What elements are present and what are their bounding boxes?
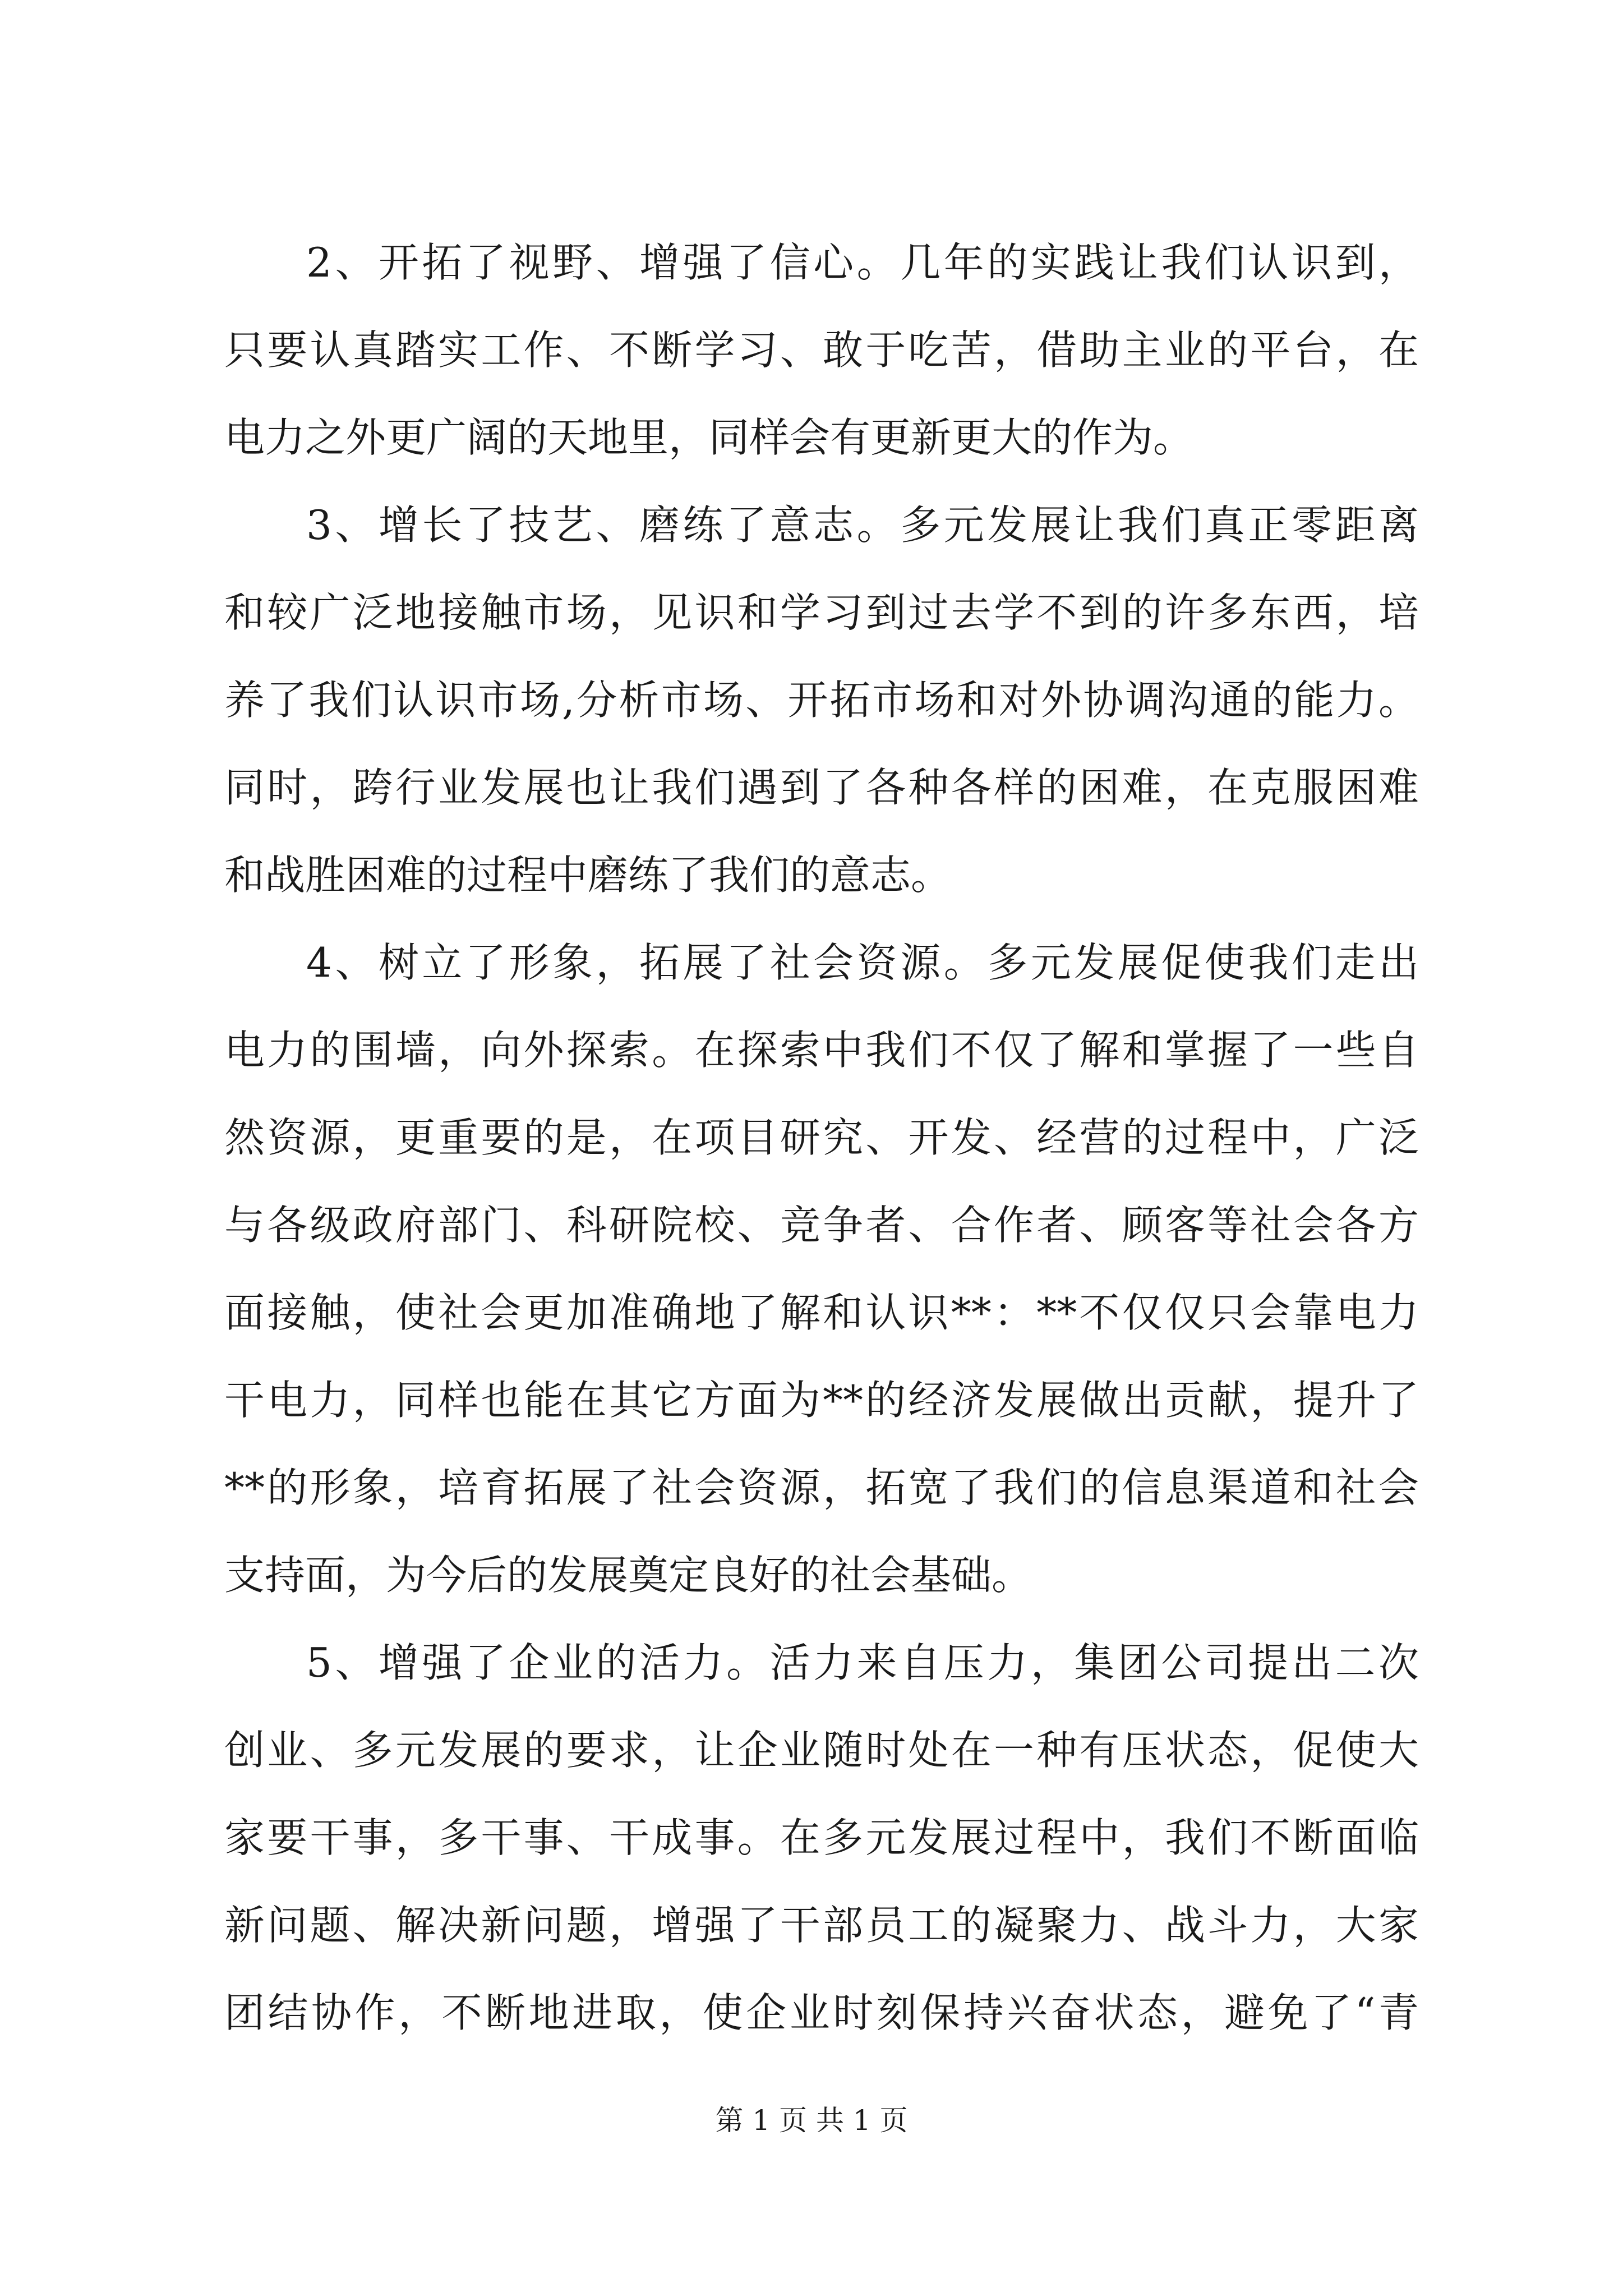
paragraph-4-line-8: 支持面，为今后的发展奠定良好的社会基础。: [224, 1552, 1032, 1599]
paragraph-4-line-6: 干电力，同样也能在其它方面为**的经济发展做出贡献，提升了: [224, 1377, 1419, 1424]
paragraph-4-line-4: 与各级政府部门、科研院校、竞争者、合作者、顾客等社会各方: [224, 1202, 1419, 1249]
paragraph-5-line-4: 新问题、解决新问题，增强了干部员工的凝聚力、战斗力，大家: [224, 1902, 1419, 1949]
paragraph-3-line-3: 养了我们认识市场,分析市场、开拓市场和对外协调沟通的能力。: [224, 677, 1419, 724]
paragraph-3-line-1: 3、增长了技艺、磨练了意志。多元发展让我们真正零距离: [306, 501, 1419, 549]
paragraph-4-line-2: 电力的围墙，向外探索。在探索中我们不仅了解和掌握了一些自: [224, 1027, 1419, 1074]
page-number-footer: 第 1 页 共 1 页: [715, 2104, 908, 2137]
paragraph-4-line-5: 面接触，使社会更加准确地了解和认识**：**不仅仅只会靠电力: [224, 1289, 1419, 1336]
document-body: [224, 219, 1419, 2056]
paragraph-5-line-3: 家要干事，多干事、干成事。在多元发展过程中，我们不断面临: [224, 1814, 1419, 1861]
paragraph-5-line-5: 团结协作，不断地进取，使企业时刻保持兴奋状态，避免了“青: [224, 1989, 1419, 2036]
paragraph-4-line-7: **的形象，培育拓展了社会资源，拓宽了我们的信息渠道和社会: [224, 1464, 1419, 1511]
paragraph-4-line-1: 4、树立了形象，拓展了社会资源。多元发展促使我们走出: [306, 939, 1419, 986]
paragraph-2-line-1: 2、开拓了视野、增强了信心。几年的实践让我们认识到，: [306, 239, 1419, 286]
paragraph-5-line-2: 创业、多元发展的要求，让企业随时处在一种有压状态，促使大: [224, 1727, 1419, 1774]
paragraph-3-line-4: 同时，跨行业发展也让我们遇到了各种各样的困难，在克服困难: [224, 764, 1419, 811]
paragraph-5-line-1: 5、增强了企业的活力。活力来自压力，集团公司提出二次: [306, 1639, 1419, 1686]
paragraph-2-line-3: 电力之外更广阔的天地里，同样会有更新更大的作为。: [224, 414, 1194, 461]
paragraph-4-line-3: 然资源，更重要的是，在项目研究、开发、经营的过程中，广泛: [224, 1114, 1419, 1161]
paragraph-3-line-2: 和较广泛地接触市场，见识和学习到过去学不到的许多东西，培: [224, 589, 1419, 636]
paragraph-2-line-2: 只要认真踏实工作、不断学习、敢于吃苦，借助主业的平台，在: [224, 326, 1419, 374]
paragraph-3-line-5: 和战胜困难的过程中磨练了我们的意志。: [224, 852, 952, 899]
